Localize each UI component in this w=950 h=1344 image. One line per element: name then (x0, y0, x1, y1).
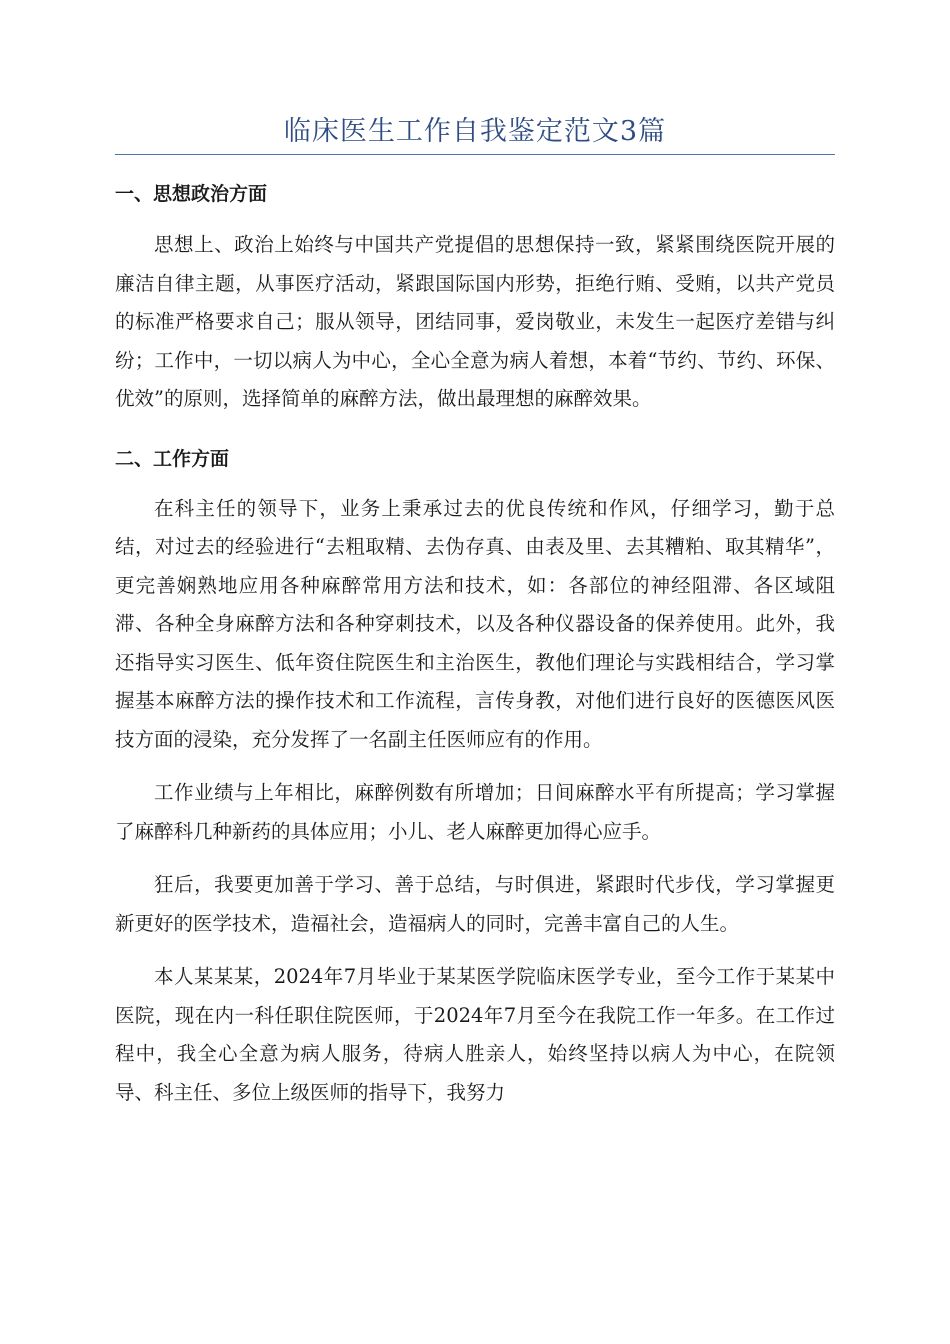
paragraph-work-3: 狂后，我要更加善于学习、善于总结，与时俱进，紧跟时代步伐，学习掌握更新更好的医学技术，造福社会，造福病人的同时，完善丰富自己的人生。 (115, 873, 835, 935)
paragraph-work-2: 工作业绩与上年相比，麻醉例数有所增加；日间麻醉水平有所提高；学习掌握了麻醉科几种新药的具体应用；小儿、老人麻醉更加得心应手。 (115, 781, 835, 843)
section-heading-political: 一、思想政治方面 (115, 183, 268, 205)
paragraph-political: 思想上、政治上始终与中国共产党提倡的思想保持一致，紧紧围绕医院开展的廉洁自律主题，从事医疗活动，紧跟国际国内形势，拒绝行贿、受贿，以共产党员的标准严格要求自己；服从领导，团结同事，爱岗敬业，未发生一起医疗差错与纠纷；工作中，一切以病人为中心，全心全意为病人着想，本着“节约、节约、环保、优效”的原则，选择简单的麻醉方法，做出最理想的麻醉效果。 (115, 233, 835, 410)
document-title: 临床医生工作自我鉴定范文3篇 (115, 112, 835, 155)
paragraph-work-4: 本人某某某，2024年7月毕业于某某医学院临床医学专业，至今工作于某某中医院，现在内一科任职住院医师，于2024年7月至今在我院工作一年多。在工作过程中，我全心全意为病人服务，待病人胜亲人，始终坚持以病人为中心，在院领导、科主任、多位上级医师的指导下，我努力 (115, 965, 835, 1104)
paragraph-work-1: 在科主任的领导下，业务上秉承过去的优良传统和作风，仔细学习，勤于总结，对过去的经验进行“去粗取精、去伪存真、由表及里、去其糟粕、取其精华”，更完善娴熟地应用各种麻醉常用方法和技术，如：各部位的神经阻滞、各区域阻滞、各种全身麻醉方法和各种穿刺技术，以及各种仪器设备的保养使用。此外，我还指导实习医生、低年资住院医生和主治医生，教他们理论与实践相结合，学习掌握基本麻醉方法的操作技术和工作流程，言传身教，对他们进行良好的医德医风医技方面的浸染，充分发挥了一名副主任医师应有的作用。 (115, 496, 835, 751)
section-heading-work: 二、工作方面 (115, 447, 230, 470)
document-page (115, 112, 835, 1112)
